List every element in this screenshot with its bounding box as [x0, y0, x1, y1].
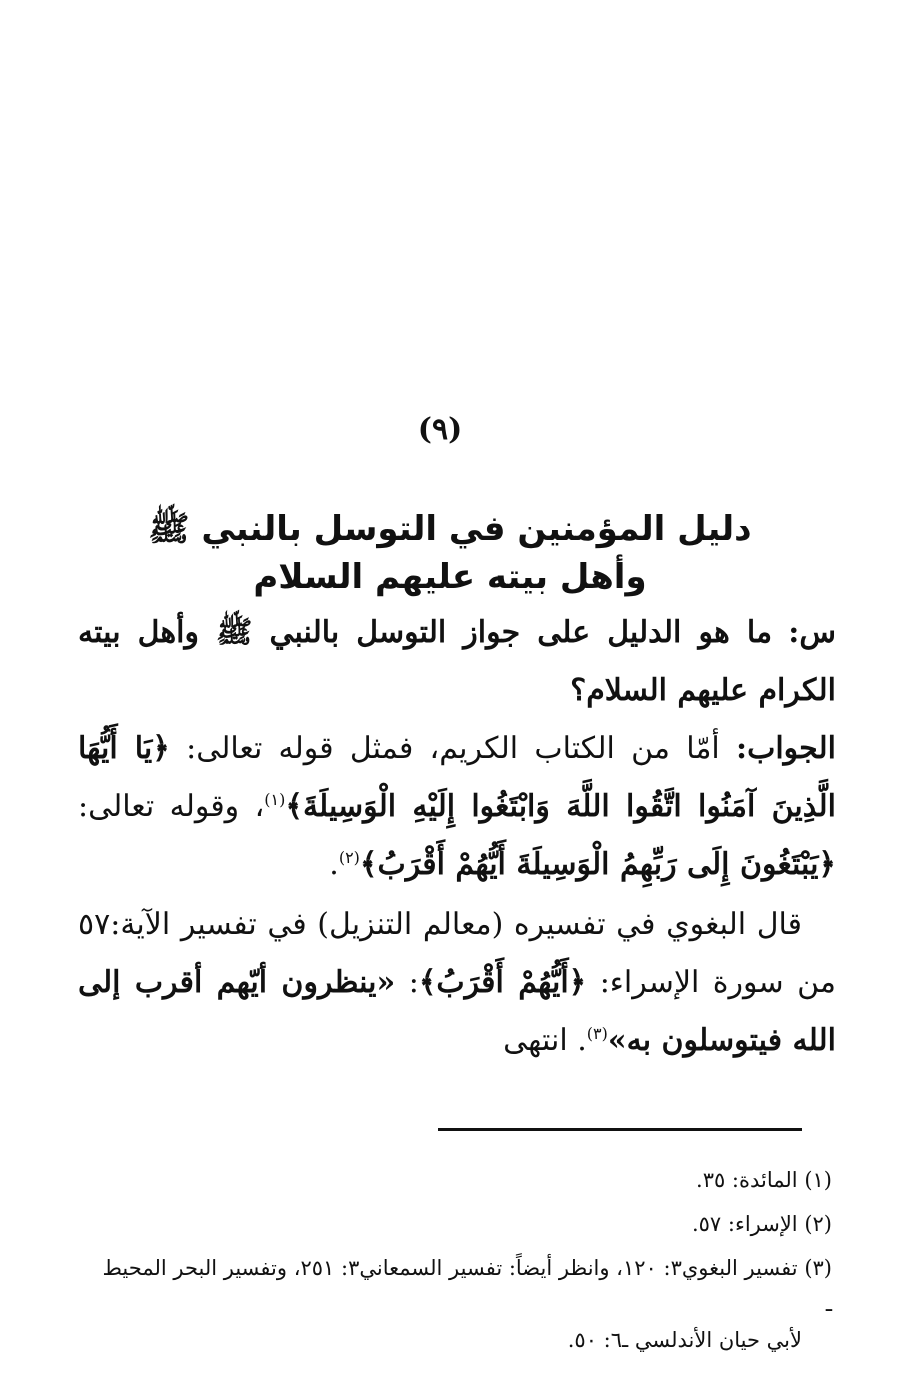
footnote-item — [90, 1250, 832, 1358]
tafsir-quote: «ينظرون أيّهم أقرب إلى الله فيتوسلون به» — [78, 965, 836, 1058]
footnote-ref-2: (٢) — [338, 848, 360, 867]
footnote-item: (١) المائدة: ٣٥. — [696, 1168, 832, 1192]
footnote-continuation: لأبي حيان الأندلسي ـ٦: ٥٠. — [567, 1328, 802, 1352]
footnote-ref-1: (١) — [264, 790, 286, 809]
question-text: ما هو الدليل على جواز التوسل بالنبي ﷺ وأهل بيته الكرام عليهم السلام؟ — [78, 615, 836, 708]
section-title: دليل المؤمنين في التوسل بالنبي ﷺ وأهل بيته عليهم السلام — [148, 509, 752, 597]
tafsir-colon: : — [408, 965, 419, 1000]
tafsir-end: . انتهى — [503, 1023, 587, 1058]
question-paragraph — [78, 604, 836, 720]
footnotes-section — [90, 1162, 832, 1366]
question-prefix: س: — [788, 615, 836, 650]
footnote-ref-3: (٣) — [586, 1024, 608, 1043]
tafsir-paragraph — [78, 896, 836, 1070]
chapter-number: (٩) — [417, 412, 463, 447]
tafsir-intro: قال البغوي في تفسيره (معالم التنزيل) في تفسير الآية:٥٧ من سورة الإسراء: — [78, 907, 836, 1000]
quran-verse-2: ﴿يَبْتَغُونَ إِلَى رَبِّهِمُ الْوَسِيلَةَ أَيُّهُمْ أَقْرَبُ﴾ — [359, 847, 836, 882]
footnote-text: (٣) تفسير البغوي٣: ١٢٠، وانظر أيضاً: تفسير السمعاني٣: ٢٥١، وتفسير البحر المحيط ـ — [102, 1256, 832, 1316]
answer-label: الجواب: — [736, 731, 836, 766]
footnote-divider — [438, 1128, 802, 1131]
answer-end: . — [329, 847, 339, 882]
answer-paragraph — [78, 720, 836, 894]
answer-intro: أمّا من الكتاب الكريم، فمثل قوله تعالى: — [186, 731, 720, 766]
quran-verse-3: ﴿أَيُّهُمْ أَقْرَبُ﴾ — [418, 965, 587, 1000]
answer-middle: ، وقوله تعالى: — [78, 789, 265, 824]
quran-verse-1: ﴿يَا أَيُّهَا الَّذِينَ آمَنُوا اتَّقُوا اللَّهَ وَابْتَغُوا إِلَيْهِ الْوَسِيلَةَ﴾ — [78, 731, 836, 824]
footnote-item: (٢) الإسراء: ٥٧. — [691, 1212, 832, 1236]
